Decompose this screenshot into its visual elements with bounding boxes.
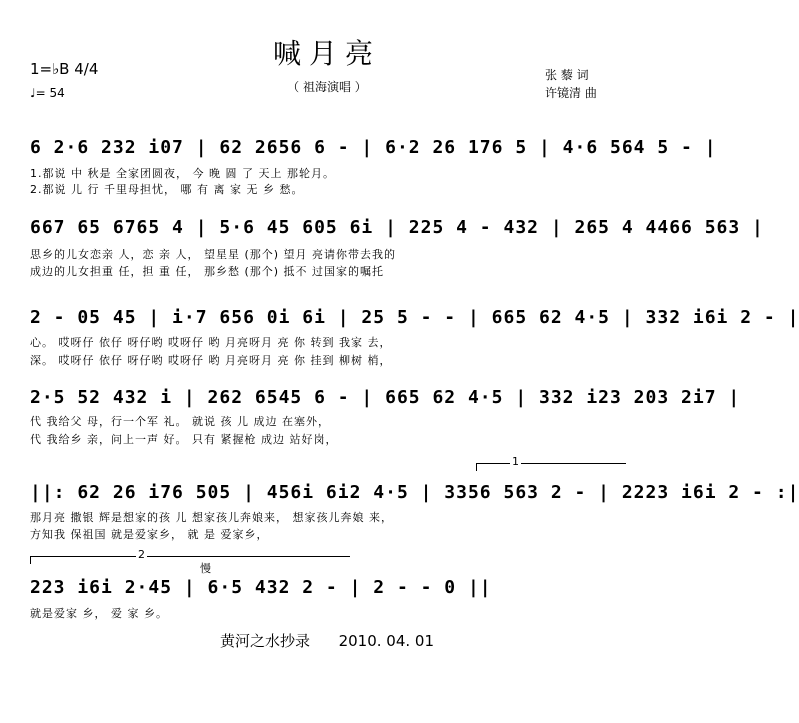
volta-1-label: 1 [512, 455, 519, 468]
music-line-6: 223 i6i 2·45 | 6·5 432 2 - | 2 - - 0 || [30, 577, 492, 598]
lyric-line-6a: 就是爱家 乡， 爱 家 乡。 [30, 607, 168, 620]
volta-2-tick [30, 556, 31, 564]
volta-1-tick [476, 463, 477, 471]
lyric-line-5b: 方知我 保祖国 就是爱家乡， 就 是 爱家乡， [30, 528, 269, 541]
lyric-line-1b: 2.都说 儿 行 千里母担忧， 哪 有 离 家 无 乡 愁。 [30, 183, 304, 196]
music-line-5: ||: 62 26 i76 505 | 456i 6i2 4·5 | 3356 563 2 - | 2223 i6i 2 - :| [30, 482, 799, 503]
song-title: 喊月亮 [272, 37, 381, 70]
footer [0, 630, 654, 651]
lyric-line-4b: 代 我给乡 亲，问上一声 好。 只有 紧握枪 成边 站好岗， [30, 433, 338, 446]
volta-2-label: 2 [138, 548, 145, 561]
lyricist-credit: 张 藜 词 [545, 68, 589, 82]
volta-2-bracket [30, 556, 350, 557]
lyric-line-3a: 心。 哎呀仔 依仔 呀仔哟 哎呀仔 哟 月亮呀月 亮 你 转到 我家 去， [30, 336, 392, 349]
music-line-1: 6 2·6 232 i07 | 62 2656 6 - | 6·2 26 176 5 | 4·6 564 5 - | [30, 137, 717, 158]
lyric-line-5a: 那月亮 撒银 辉是想家的孩 儿 想家孩儿奔娘来， 想家孩儿奔娘 来， [30, 511, 393, 524]
volta-1-bracket [476, 463, 626, 464]
music-line-2: 667 65 6765 4 | 5·6 45 605 6i | 225 4 - 432 | 265 4 4466 563 | [30, 217, 764, 238]
transcriber-credit: 黄河之水抄录 [219, 632, 310, 650]
music-line-4: 2·5 52 432 i | 262 6545 6 - | 665 62 4·5 | 332 i23 203 2i7 | [30, 387, 741, 408]
key-signature: 1=♭B 4/4 [30, 60, 99, 78]
lyric-line-3b: 深。 哎呀仔 依仔 呀仔哟 哎呀仔 哟 月亮呀月 亮 你 挂到 柳树 梢， [30, 354, 392, 367]
lyric-line-2a: 思乡的儿女恋亲 人，恋 亲 人， 望星星 (那个) 望月 亮请你带去我的 [30, 248, 397, 261]
lyric-line-2b: 成边的儿女担重 任，担 重 任， 那乡愁 (那个) 抵不 过国家的嘱托 [30, 265, 385, 278]
tempo-mark: ♩= 54 [30, 86, 65, 100]
composer-credit: 许镜清 曲 [545, 86, 597, 100]
slow-mark: 慢 [200, 562, 211, 575]
music-line-3: 2 - 05 45 | i·7 656 0i 6i | 25 5 - - | 665 62 4·5 | 332 i6i 2 - | [30, 307, 799, 328]
lyric-line-4a: 代 我给父 母，行一个军 礼。 就说 孩 儿 成边 在塞外， [30, 415, 330, 428]
transcription-date: 2010. 04. 01 [338, 632, 435, 650]
singer-note: （ 祖海演唱 ） [287, 80, 367, 94]
lyric-line-1a: 1.都说 中 秋是 全家团圆夜， 今 晚 圆 了 天上 那轮月。 [30, 167, 335, 180]
